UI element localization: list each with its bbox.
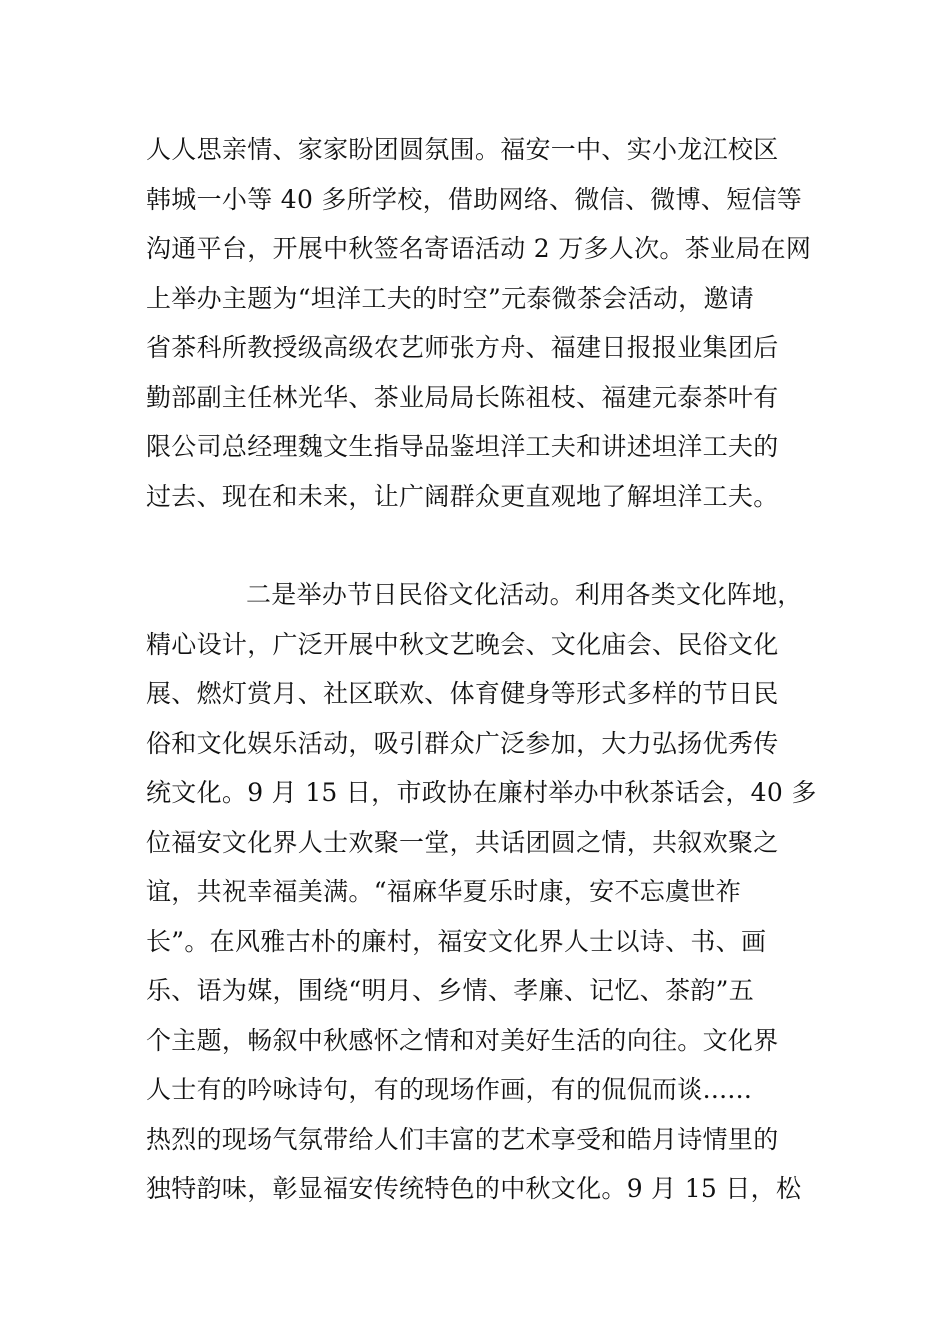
text-line: 位福安文化界人士欢聚一堂，共话团圆之情，共叙欢聚之: [146, 827, 779, 857]
paragraph-2: [146, 570, 846, 1214]
text-line: 勤部副主任林光华、茶业局局长陈祖枝、福建元泰茶叶有: [146, 382, 779, 412]
text-line: 热烈的现场气氛带给人们丰富的艺术享受和皓月诗情里的: [146, 1124, 779, 1154]
text-line: 展、燃灯赏月、社区联欢、体育健身等形式多样的节日民: [146, 679, 779, 708]
text-line-first: 二是举办节日民俗文化活动。利用各类文化阵地，: [246, 580, 803, 609]
text-line: 个主题，畅叙中秋感怀之情和对美好生活的向往。文化界: [146, 1025, 779, 1055]
text-line: 谊，共祝幸福美满。“福麻华夏乐时康，安不忘虞世祚: [146, 877, 741, 906]
paragraph-1: [146, 125, 846, 521]
text-line: 沟通平台，开展中秋签名寄语活动 2 万多人次。茶业局在网: [146, 234, 812, 263]
text-line: 人士有的吟咏诗句，有的现场作画，有的侃侃而谈......: [146, 1075, 753, 1104]
text-line: 韩城一小等 40 多所学校，借助网络、微信、微博、短信等: [146, 184, 803, 214]
text-line: 人人思亲情、家家盼团圆氛围。福安一中、实小龙江校区: [146, 135, 779, 164]
text-line: 长”。在风雅古朴的廉村，福安文化界人士以诗、书、画: [146, 926, 767, 956]
text-line: 过去、现在和未来，让广阔群众更直观地了解坦洋工夫。: [146, 481, 779, 511]
text-line: 上举办主题为“坦洋工夫的时空”元泰微茶会活动，邀请: [146, 283, 755, 313]
text-line: 乐、语为媒，围绕“明月、乡情、孝廉、记忆、茶韵”五: [146, 976, 755, 1005]
text-line: 俗和文化娱乐活动，吸引群众广泛参加，大力弘扬优秀传: [146, 728, 779, 758]
text-line: 统文化。9 月 15 日，市政协在廉村举办中秋茶话会，40 多: [146, 778, 817, 807]
text-line: 省茶科所教授级高级农艺师张方舟、福建日报报业集团后: [146, 333, 779, 362]
text-line: 限公司总经理魏文生指导品鉴坦洋工夫和讲述坦洋工夫的: [146, 432, 779, 461]
text-line: 独特韵味，彰显福安传统特色的中秋文化。9 月 15 日，松: [146, 1174, 802, 1203]
text-line: 精心设计，广泛开展中秋文艺晚会、文化庙会、民俗文化: [146, 629, 779, 659]
